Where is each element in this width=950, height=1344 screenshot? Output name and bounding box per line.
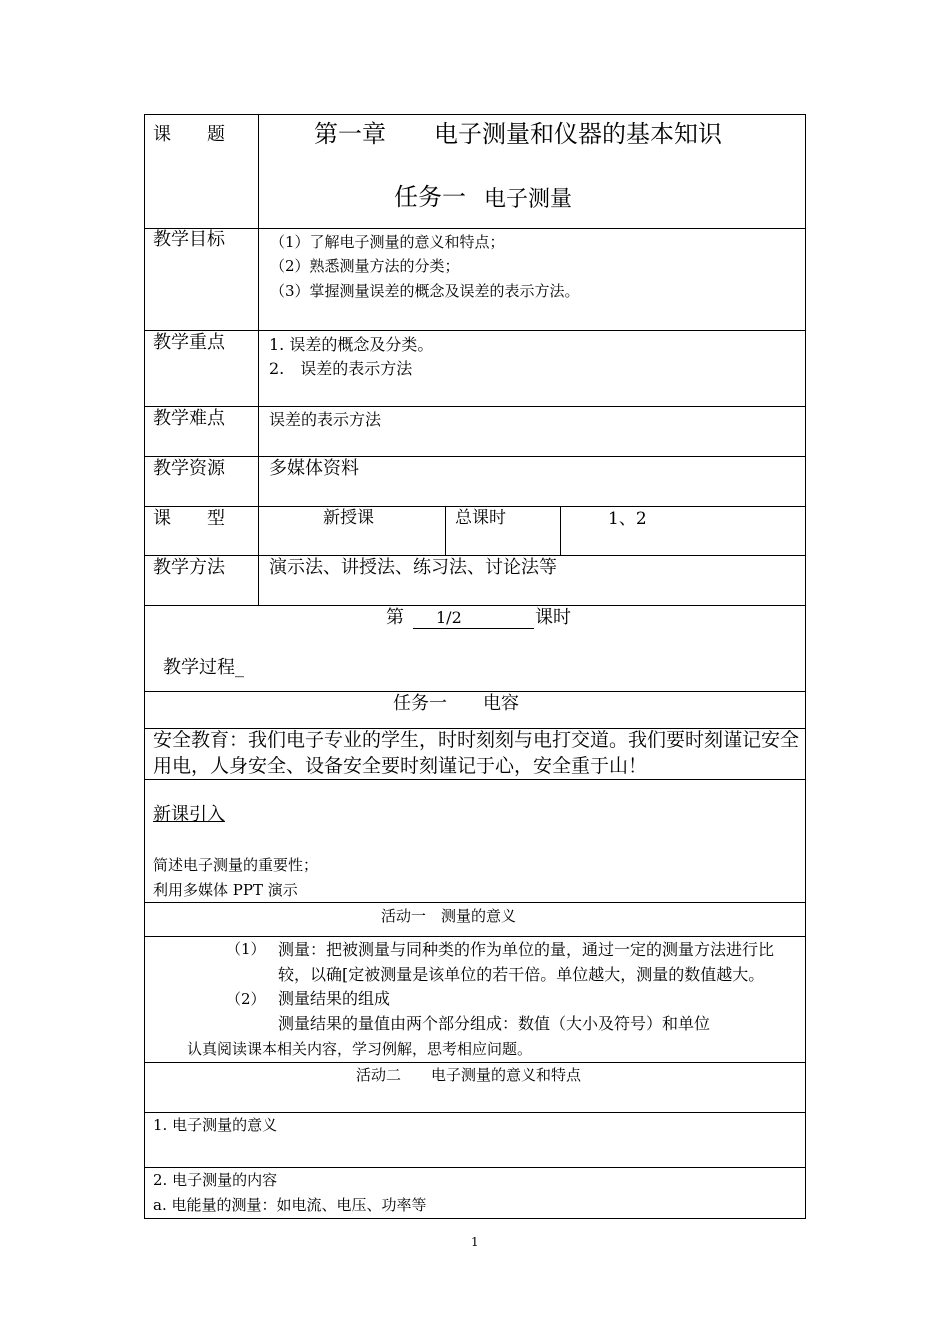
activity-one-title: 活动一 测量的意义	[381, 907, 517, 925]
column-divider	[560, 506, 561, 555]
session-prefix: 第	[386, 607, 404, 628]
activity-text: 测量结果的量值由两个部分组成：数值（大小及符号）和单位	[278, 1014, 711, 1033]
row-divider	[144, 691, 806, 692]
topic-label: 课 题	[153, 124, 225, 145]
safety-line: 安全教育：我们电子专业的学生，时时刻刻与电打交道。我们要时刻谨记安全	[153, 729, 800, 751]
total-hours-label: 总课时	[455, 508, 506, 528]
task-prefix: 任务一	[394, 183, 466, 211]
section-heading: 1. 电子测量的意义	[153, 1116, 278, 1134]
task-name: 电子测量	[484, 187, 573, 212]
activity-text: 测量：把被测量与同种类的作为单位的量，通过一定的测量方法进行比	[278, 940, 775, 959]
row-divider	[144, 902, 806, 903]
chapter-title: 第一章 电子测量和仪器的基本知识	[314, 120, 722, 148]
column-divider	[445, 506, 446, 555]
row-divider	[144, 1062, 806, 1063]
page-number: 1	[471, 1235, 479, 1249]
lesson-type-value: 新授课	[323, 508, 374, 528]
row-divider	[144, 330, 806, 331]
intro-heading: 新课引入	[153, 804, 225, 825]
activity-text: 测量结果的组成	[278, 989, 391, 1008]
row-divider	[144, 406, 806, 407]
row-divider	[144, 779, 806, 780]
resources-text: 多媒体资料	[269, 458, 359, 479]
difficulties-text: 误差的表示方法	[269, 410, 382, 429]
row-divider	[144, 1167, 806, 1168]
methods-label: 教学方法	[153, 557, 225, 578]
difficulties-label: 教学难点	[153, 408, 225, 429]
row-divider	[144, 456, 806, 457]
item-number: （1）	[226, 940, 266, 958]
total-hours-value: 1、2	[608, 509, 647, 529]
session-suffix: 课时	[535, 607, 571, 628]
session-number: 1/2	[436, 608, 462, 627]
objective-item: （3）掌握测量误差的概念及误差的表示方法。	[270, 282, 580, 300]
row-divider	[144, 228, 806, 229]
task-one-title: 任务一 电容	[393, 693, 519, 714]
intro-line: 利用多媒体 PPT 演示	[153, 881, 298, 899]
activity-text: 较，以确[定被测量是该单位的若干倍。单位越大，测量的数值越大。	[278, 965, 765, 984]
key-point-item: 1. 误差的概念及分类。	[269, 335, 434, 354]
item-number: （2）	[226, 990, 266, 1008]
activity-note: 认真阅读课本相关内容，学习例解，思考相应问题。	[187, 1040, 533, 1058]
intro-line: 简述电子测量的重要性；	[153, 856, 319, 874]
section-heading: 2. 电子测量的内容	[153, 1171, 278, 1189]
key-points-label: 教学重点	[153, 332, 225, 353]
section-text: a. 电能量的测量：如电流、电压、功率等	[153, 1196, 427, 1214]
row-divider	[144, 1112, 806, 1113]
row-divider	[144, 936, 806, 937]
lesson-type-label: 课 型	[153, 508, 225, 529]
objective-item: （2）熟悉测量方法的分类；	[270, 257, 460, 275]
session-number-underline	[413, 628, 534, 629]
teaching-process-label: 教学过程_	[163, 657, 244, 678]
objective-item: （1）了解电子测量的意义和特点；	[270, 233, 505, 251]
key-point-item: 2. 误差的表示方法	[269, 359, 413, 378]
row-divider	[144, 506, 806, 507]
objectives-label: 教学目标	[153, 229, 225, 250]
row-divider	[144, 555, 806, 556]
activity-two-title: 活动二 电子测量的意义和特点	[356, 1066, 582, 1084]
row-divider	[144, 605, 806, 606]
resources-label: 教学资源	[153, 458, 225, 479]
safety-line: 用电，人身安全、设备安全要时刻谨记于心，安全重于山！	[153, 755, 648, 777]
column-divider	[258, 114, 259, 605]
methods-text: 演示法、讲授法、练习法、讨论法等	[269, 557, 557, 578]
